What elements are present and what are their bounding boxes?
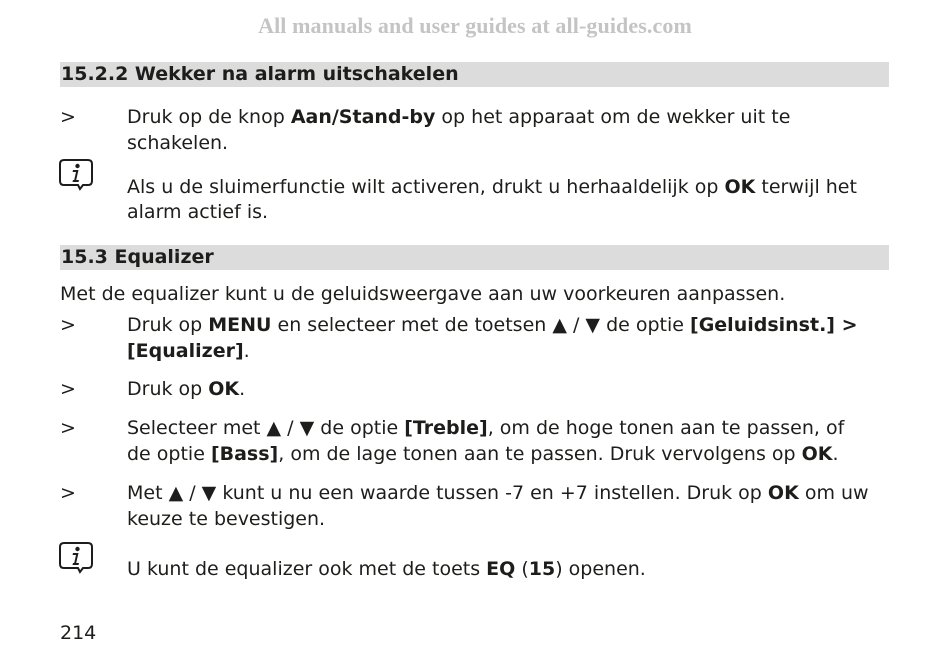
step-marker: > (60, 106, 76, 128)
info-note-text: U kunt de equalizer ook met de toets EQ (15) openen. (127, 558, 646, 580)
info-note-text: Als u de sluimerfunctie wilt activeren, drukt u herhaaldelijk op OK terwijl het (127, 176, 857, 198)
step-text: Druk op MENU en selecteer met de toetsen ▲ / ▼ de optie [Geluidsinst.] > (127, 314, 858, 336)
step-text-continued: [Equalizer]. (127, 340, 250, 362)
section-heading-15-2-2: 15.2.2 Wekker na alarm uitschakelen (60, 62, 889, 87)
step-text-continued: schakelen. (127, 132, 229, 154)
watermark: All manuals and user guides at all-guides.com (258, 13, 692, 38)
step-text-continued: keuze te bevestigen. (127, 508, 326, 530)
info-icon (59, 541, 95, 575)
section-heading-15-3: 15.3 Equalizer (60, 245, 889, 270)
step-marker: > (60, 314, 76, 336)
step-marker: > (60, 417, 76, 439)
step-text: Met ▲ / ▼ kunt u nu een waarde tussen -7 en +7 instellen. Druk op OK om uw (127, 482, 869, 504)
info-note-text-continued: alarm actief is. (127, 201, 269, 223)
info-icon (59, 158, 95, 192)
step-text: Druk op OK. (127, 378, 246, 400)
step-text-continued: de optie [Bass], om de lage tonen aan te passen. Druk vervolgens op OK. (127, 443, 839, 465)
step-marker: > (60, 378, 76, 400)
step-marker: > (60, 482, 76, 504)
intro-paragraph: Met de equalizer kunt u de geluidsweergave aan uw voorkeuren aanpassen. (60, 283, 786, 305)
step-text: Selecteer met ▲ / ▼ de optie [Treble], om de hoge tonen aan te passen, of (127, 417, 845, 439)
step-text: Druk op de knop Aan/Stand-by op het apparaat om de wekker uit te (127, 106, 791, 128)
page-number: 214 (60, 622, 97, 644)
